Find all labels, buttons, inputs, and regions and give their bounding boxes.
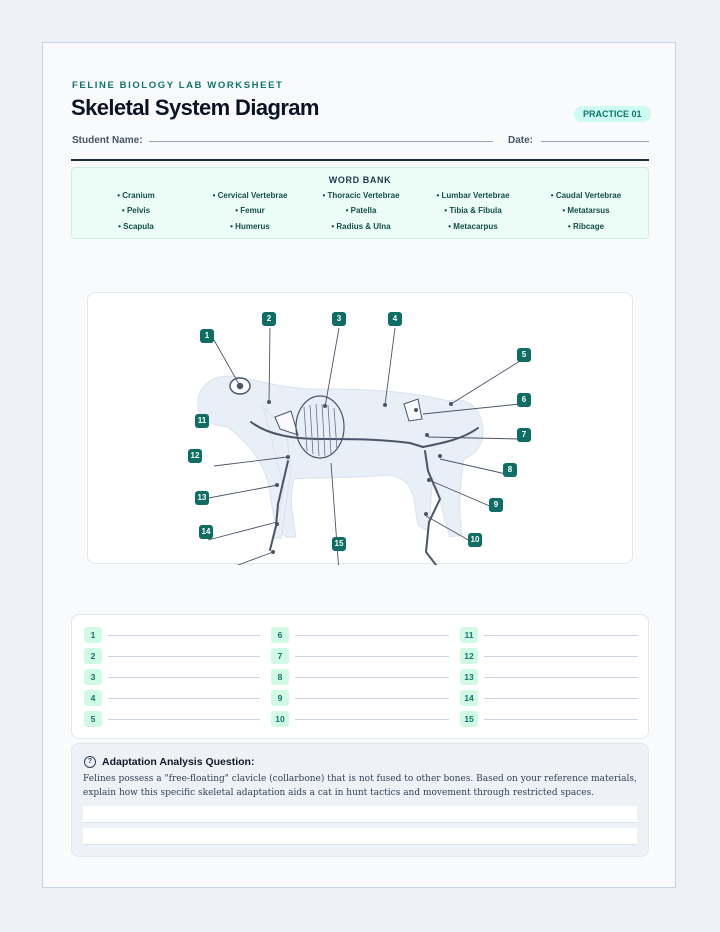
answer-number: 8 — [271, 669, 289, 685]
worksheet-eyebrow: FELINE BIOLOGY LAB WORKSHEET — [72, 80, 284, 91]
answer-row[interactable] — [460, 711, 638, 727]
diagram-label: 6 — [517, 393, 531, 407]
answer-key-grid — [71, 614, 649, 739]
answer-row[interactable] — [460, 690, 638, 706]
answer-line[interactable] — [295, 635, 449, 636]
analysis-question — [71, 743, 649, 857]
response-line[interactable] — [83, 806, 637, 823]
answer-number: 1 — [84, 627, 102, 643]
answer-number: 15 — [460, 711, 478, 727]
answer-number: 5 — [84, 711, 102, 727]
answer-line[interactable] — [484, 719, 638, 720]
student-name-line[interactable] — [149, 141, 493, 142]
answer-row[interactable] — [84, 669, 260, 685]
word-bank-item: • Lumbar Vertebrae — [436, 191, 510, 200]
word-bank-item: • Caudal Vertebrae — [550, 191, 622, 200]
answer-number: 7 — [271, 648, 289, 664]
answer-number: 10 — [271, 711, 289, 727]
word-bank-item: • Tibia & Fibula — [444, 206, 502, 215]
answer-line[interactable] — [484, 656, 638, 657]
answer-line[interactable] — [295, 677, 449, 678]
cat-skeleton-illustration — [88, 293, 634, 565]
diagram-label: 8 — [503, 463, 517, 477]
header-divider — [71, 159, 649, 161]
answer-line[interactable] — [295, 698, 449, 699]
answer-row[interactable] — [460, 627, 638, 643]
answer-row[interactable] — [460, 648, 638, 664]
page-title: Skeletal System Diagram — [71, 95, 319, 120]
answer-row[interactable] — [271, 690, 447, 706]
answer-number: 14 — [460, 690, 478, 706]
answer-number: 11 — [460, 627, 478, 643]
answer-row[interactable] — [271, 627, 447, 643]
student-name-label: Student Name: — [72, 135, 143, 146]
answer-row[interactable] — [84, 627, 260, 643]
answer-row[interactable] — [271, 711, 447, 727]
worksheet-page — [42, 42, 676, 888]
question-title: Adaptation Analysis Question: — [102, 756, 255, 768]
answer-line[interactable] — [108, 656, 260, 657]
word-bank-item: • Patella — [345, 206, 377, 215]
answer-number: 2 — [84, 648, 102, 664]
date-line[interactable] — [541, 141, 649, 142]
answer-row[interactable] — [271, 669, 447, 685]
word-bank-item: • Scapula — [118, 222, 154, 231]
word-bank — [71, 167, 649, 239]
answer-line[interactable] — [484, 635, 638, 636]
word-bank-title: WORD BANK — [328, 175, 392, 185]
question-body: Felines possess a "free-floating" clavicle (collarbone) that is not fused to other bones. Based on your reference materials, explain how this specific skeletal adaptation aids a cat in hunt tactics and movement through restricted spaces. — [83, 774, 637, 798]
diagram-label: 3 — [332, 312, 346, 326]
word-bank-item: • Femur — [235, 206, 265, 215]
diagram-label: 2 — [262, 312, 276, 326]
answer-number: 4 — [84, 690, 102, 706]
answer-line[interactable] — [295, 656, 449, 657]
answer-line[interactable] — [108, 719, 260, 720]
diagram-label: 1 — [200, 329, 214, 343]
diagram-label: 14 — [199, 525, 213, 539]
word-bank-item: • Humerus — [230, 222, 270, 231]
skeleton-diagram — [87, 292, 633, 564]
answer-line[interactable] — [295, 719, 449, 720]
word-bank-item: • Cranium — [117, 191, 155, 200]
answer-row[interactable] — [460, 669, 638, 685]
answer-line[interactable] — [108, 698, 260, 699]
answer-number: 9 — [271, 690, 289, 706]
answer-line[interactable] — [484, 677, 638, 678]
answer-number: 6 — [271, 627, 289, 643]
diagram-label: 11 — [195, 414, 209, 428]
diagram-label: 13 — [195, 491, 209, 505]
diagram-label: 15 — [332, 537, 346, 551]
answer-number: 13 — [460, 669, 478, 685]
date-label: Date: — [508, 135, 534, 146]
word-bank-item: • Thoracic Vertebrae — [322, 191, 400, 200]
practice-badge: PRACTICE 01 — [574, 106, 651, 122]
word-bank-item: • Ribcage — [567, 222, 605, 231]
diagram-label: 5 — [517, 348, 531, 362]
answer-line[interactable] — [484, 698, 638, 699]
answer-row[interactable] — [84, 690, 260, 706]
answer-row[interactable] — [84, 711, 260, 727]
word-bank-item: • Pelvis — [121, 206, 151, 215]
word-bank-item: • Cervical Vertebrae — [212, 191, 288, 200]
word-bank-item: • Radius & Ulna — [331, 222, 391, 231]
answer-number: 12 — [460, 648, 478, 664]
answer-row[interactable] — [84, 648, 260, 664]
response-line[interactable] — [83, 828, 637, 845]
word-bank-item: • Metacarpus — [448, 222, 498, 231]
answer-line[interactable] — [108, 635, 260, 636]
diagram-label: 10 — [468, 533, 482, 547]
answer-number: 3 — [84, 669, 102, 685]
diagram-label: 12 — [188, 449, 202, 463]
word-bank-item: • Metatarsus — [562, 206, 610, 215]
diagram-label: 9 — [489, 498, 503, 512]
answer-row[interactable] — [271, 648, 447, 664]
diagram-label: 7 — [517, 428, 531, 442]
answer-line[interactable] — [108, 677, 260, 678]
question-circle-icon: ? — [84, 756, 96, 768]
diagram-label: 4 — [388, 312, 402, 326]
